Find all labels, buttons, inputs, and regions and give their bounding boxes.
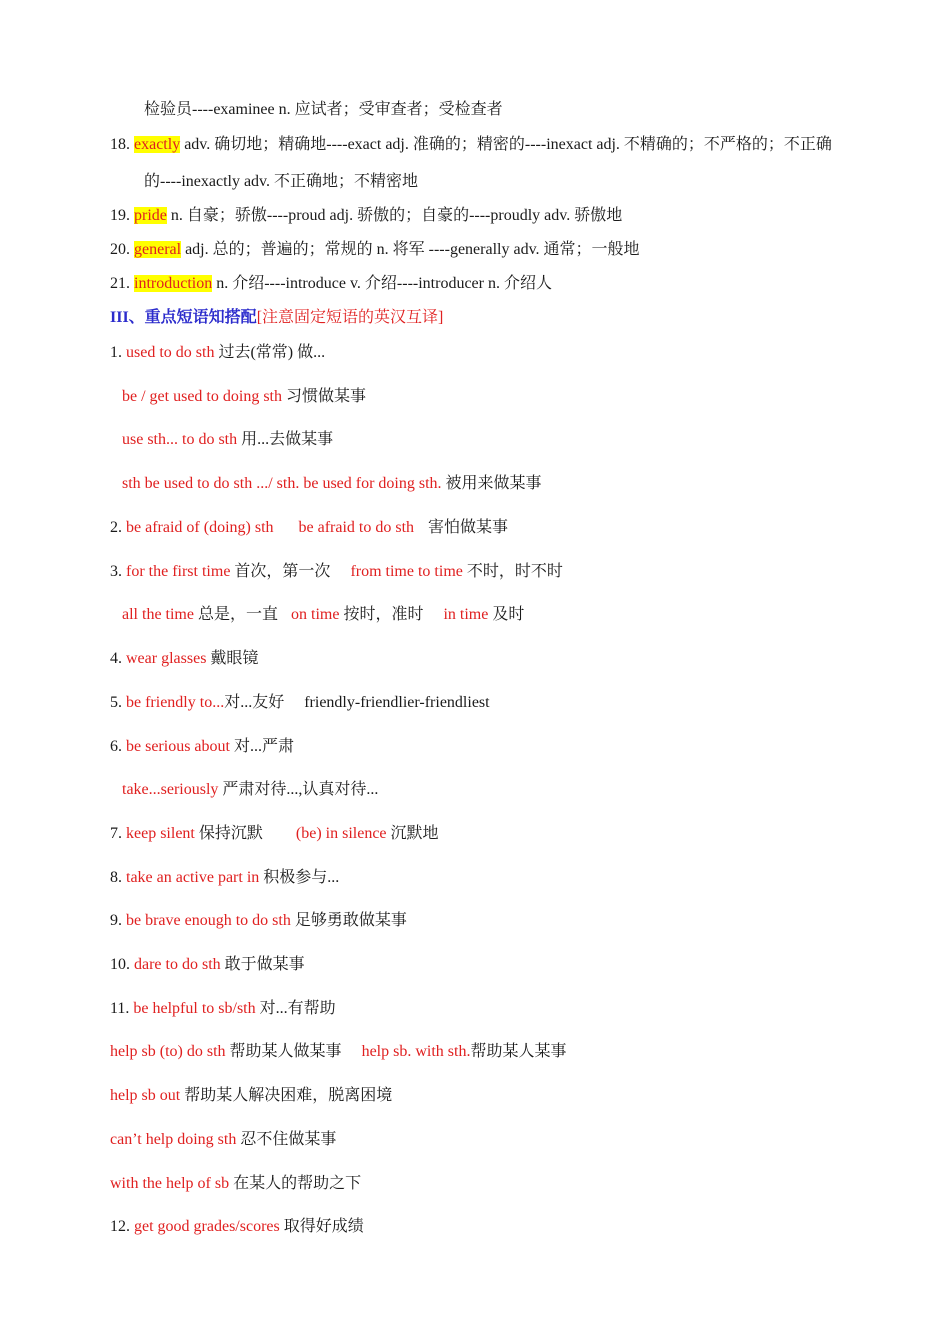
item-number: 21.: [110, 275, 134, 292]
phrase-item-1c: [122, 474, 542, 494]
phrase-chinese: 总是，一直: [193, 606, 278, 623]
highlighted-word: exactly: [134, 136, 181, 153]
phrase-item-9: [110, 911, 407, 931]
item-number: 19.: [110, 207, 134, 224]
item-definition-continued: 的----inexactly adv. 不正确地；不精密地: [144, 173, 419, 190]
phrase-english: used to do sth: [126, 344, 215, 361]
phrase-item-1b: [122, 430, 333, 450]
phrase-chinese: 首次，第一次: [230, 563, 331, 580]
phrase-english: be serious about: [126, 738, 230, 755]
phrase-english: be brave enough to do sth: [126, 912, 291, 929]
phrase-english-alt: (be) in silence: [295, 825, 387, 842]
phrase-english: take...seriously: [122, 781, 219, 798]
phrase-english: dare to do sth: [134, 956, 221, 973]
section-heading: [110, 308, 443, 328]
phrase-item-10: [110, 955, 305, 975]
highlighted-word: pride: [134, 207, 167, 224]
phrase-item-1a: [122, 387, 366, 407]
phrase-english: be afraid of (doing) sth: [126, 519, 274, 536]
phrase-english-alt: on time: [291, 606, 340, 623]
phrase-chinese: 对...有帮助: [255, 1000, 336, 1017]
phrase-item-11b: [110, 1086, 392, 1106]
phrase-item-1: [110, 343, 325, 363]
phrase-chinese: 戴眼镜: [206, 650, 259, 667]
phrase-number: 5.: [110, 694, 126, 711]
phrase-number: 6.: [110, 738, 126, 755]
phrase-chinese: 积极参与...: [259, 869, 340, 886]
phrase-english: wear glasses: [126, 650, 207, 667]
vocab-item-18: [110, 135, 832, 155]
phrase-chinese: 过去(常常) 做...: [214, 344, 326, 361]
vocab-item-19: [110, 206, 622, 226]
phrase-chinese: 忍不住做某事: [236, 1131, 337, 1148]
section-note: [注意固定短语的英汉互译]: [256, 309, 444, 326]
phrase-english: keep silent: [126, 825, 195, 842]
phrase-chinese: 习惯做某事: [281, 388, 366, 405]
phrase-english: all the time: [122, 606, 194, 623]
phrase-item-12: [110, 1217, 364, 1237]
phrase-chinese-alt2: 及时: [488, 606, 525, 623]
item-definition: adv. 确切地；精确地----exact adj. 准确的；精密的----inexact adj. 不精确的；不严格的；不正确: [180, 136, 832, 153]
phrase-chinese: 对...严肃: [229, 738, 294, 755]
phrase-comparative-forms: friendly-friendlier-friendliest: [304, 694, 490, 711]
phrase-chinese: 害怕做某事: [428, 519, 509, 536]
phrase-english: sth be used to do sth .../ sth. be used for doing sth.: [122, 475, 442, 492]
phrase-english: for the first time: [126, 563, 231, 580]
phrase-chinese: 足够勇敢做某事: [290, 912, 407, 929]
phrase-english: take an active part in: [126, 869, 260, 886]
phrase-chinese: 在某人的帮助之下: [229, 1175, 362, 1192]
phrase-chinese-alt: 帮助某人某事: [470, 1043, 567, 1060]
item-definition: n. 自豪；骄傲----proud adj. 骄傲的；自豪的----proudly adv. 骄傲地: [166, 207, 623, 224]
section-title: III、重点短语知搭配: [110, 309, 257, 326]
phrase-number: 1.: [110, 344, 126, 361]
phrase-number: 9.: [110, 912, 126, 929]
phrase-chinese: 被用来做某事: [441, 475, 542, 492]
phrase-english: use sth... to do sth: [122, 431, 238, 448]
phrase-number: 8.: [110, 869, 126, 886]
phrase-item-2: [110, 518, 508, 538]
phrase-number: 10.: [110, 956, 134, 973]
phrase-chinese: 严肃对待...,认真对待...: [218, 781, 379, 798]
phrase-number: 7.: [110, 825, 126, 842]
phrase-item-4: [110, 649, 258, 669]
phrase-item-11c: [110, 1130, 336, 1150]
vocab-text: 检验员----examinee n. 应试者；受审查者；受检查者: [144, 101, 503, 118]
phrase-item-7: [110, 824, 439, 844]
phrase-english: with the help of sb: [110, 1175, 230, 1192]
phrase-chinese: 用...去做某事: [237, 431, 334, 448]
phrase-english: be friendly to...: [126, 694, 225, 711]
vocab-examinee-line: [144, 100, 503, 120]
phrase-english-alt: be afraid to do sth: [298, 519, 415, 536]
phrase-english: be / get used to doing sth: [122, 388, 282, 405]
phrase-item-11a: [110, 1042, 566, 1062]
item-number: 18.: [110, 136, 134, 153]
item-number: 20.: [110, 241, 134, 258]
phrase-number: 4.: [110, 650, 126, 667]
phrase-chinese: 帮助某人解决困难，脱离困境: [180, 1087, 393, 1104]
item-definition: n. 介绍----introduce v. 介绍----introducer n. 介绍人: [212, 275, 552, 292]
phrase-chinese: 敢于做某事: [220, 956, 305, 973]
phrase-item-6: [110, 737, 294, 757]
phrase-english-alt: help sb. with sth.: [361, 1043, 471, 1060]
phrase-item-11d: [110, 1174, 361, 1194]
vocab-item-18-continued: [144, 172, 418, 192]
phrase-chinese-alt: 沉默地: [386, 825, 439, 842]
highlighted-word: general: [134, 241, 182, 258]
phrase-item-3a: [122, 605, 524, 625]
highlighted-word: introduction: [134, 275, 213, 292]
phrase-english: can’t help doing sth: [110, 1131, 237, 1148]
vocab-item-20: [110, 240, 640, 260]
phrase-english: help sb (to) do sth: [110, 1043, 226, 1060]
phrase-number: 3.: [110, 563, 126, 580]
phrase-number: 12.: [110, 1218, 134, 1235]
phrase-item-11: [110, 999, 336, 1019]
phrase-chinese-alt: 按时，准时: [339, 606, 424, 623]
phrase-english: help sb out: [110, 1087, 181, 1104]
phrase-english-alt2: in time: [443, 606, 489, 623]
phrase-english: be helpful to sb/sth: [133, 1000, 256, 1017]
item-definition: adj. 总的；普遍的；常规的 n. 将军 ----generally adv. 通常；一般地: [181, 241, 640, 258]
phrase-item-8: [110, 868, 339, 888]
phrase-chinese: 取得好成绩: [279, 1218, 364, 1235]
phrase-number: 11.: [110, 1000, 134, 1017]
phrase-english-alt: from time to time: [350, 563, 463, 580]
phrase-number: 2.: [110, 519, 126, 536]
phrase-chinese-alt: 不时，时不时: [462, 563, 563, 580]
phrase-chinese: 帮助某人做某事: [225, 1043, 342, 1060]
phrase-english: get good grades/scores: [134, 1218, 280, 1235]
phrase-item-6a: [122, 780, 378, 800]
vocab-item-21: [110, 274, 552, 294]
phrase-item-3: [110, 562, 563, 582]
phrase-item-5: [110, 693, 490, 713]
phrase-chinese: 对...友好: [224, 694, 285, 711]
phrase-chinese: 保持沉默: [194, 825, 263, 842]
